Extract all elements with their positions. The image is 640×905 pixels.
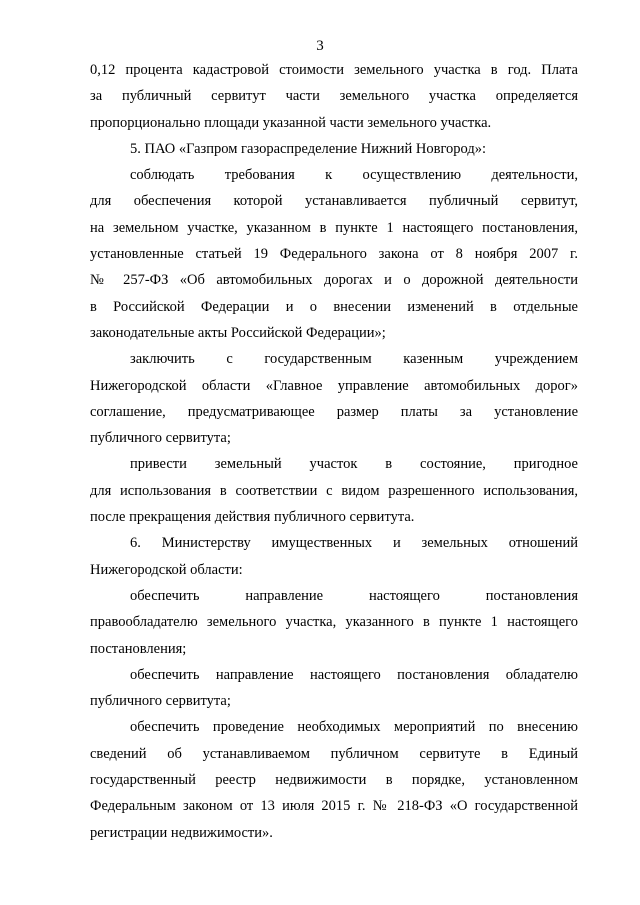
text-line: правообладателю земельного участка, указанного в пункте 1 настоящего	[90, 614, 578, 631]
text-line: на земельном участке, указанном в пункте 1 настоящего постановления,	[90, 219, 578, 236]
text-line: пропорционально площади указанной части земельного участка.	[90, 114, 492, 131]
text-line: установленные статьей 19 Федерального закона от 8 ноября 2007 г.	[90, 246, 578, 263]
text-line: обеспечить направление настоящего постановления	[130, 587, 578, 604]
text-line: Нижегородской области:	[90, 561, 243, 578]
text-line: после прекращения действия публичного сервитута.	[90, 509, 415, 526]
text-line: обеспечить проведение необходимых мероприятий по внесению	[130, 719, 578, 736]
text-line: № 257-ФЗ «Об автомобильных дорогах и о дорожной деятельности	[90, 272, 578, 289]
text-line: 5. ПАО «Газпром газораспределение Нижний Новгород»:	[130, 140, 487, 157]
text-line: в Российской Федерации и о внесении изменений в отдельные	[90, 298, 578, 315]
text-line: публичного сервитута;	[90, 430, 231, 447]
text-line: заключить с государственным казенным учреждением	[130, 351, 578, 368]
text-line: постановления;	[90, 640, 187, 657]
page-number: 3	[316, 38, 324, 54]
text-line: соблюдать требования к осуществлению деятельности,	[130, 167, 578, 184]
text-line: Федеральным законом от 13 июля 2015 г. № 218-ФЗ «О государственной	[90, 798, 578, 815]
text-line: соглашение, предусматривающее размер платы за установление	[90, 403, 578, 420]
text-line: регистрации недвижимости».	[90, 824, 273, 841]
text-line: законодательные акты Российской Федерации»;	[90, 324, 386, 341]
text-line: обеспечить направление настоящего постановления обладателю	[130, 666, 578, 683]
text-line: Нижегородской области «Главное управление автомобильных дорог»	[90, 377, 578, 394]
text-line: 6. Министерству имущественных и земельных отношений	[130, 535, 578, 552]
text-line: привести земельный участок в состояние, пригодное	[130, 456, 578, 473]
text-line: публичного сервитута;	[90, 693, 231, 710]
text-line: для использования в соответствии с видом разрешенного использования,	[90, 482, 578, 499]
text-line: сведений об устанавливаемом публичном сервитуте в Единый	[90, 745, 578, 762]
text-line: 0,12 процента кадастровой стоимости земельного участка в год. Плата	[90, 62, 578, 78]
document-body	[90, 57, 578, 846]
text-line: государственный реестр недвижимости в порядке, установленном	[90, 772, 578, 789]
text-line: за публичный сервитут части земельного участка определяется	[90, 88, 578, 105]
text-line: для обеспечения которой устанавливается публичный сервитут,	[90, 193, 578, 210]
